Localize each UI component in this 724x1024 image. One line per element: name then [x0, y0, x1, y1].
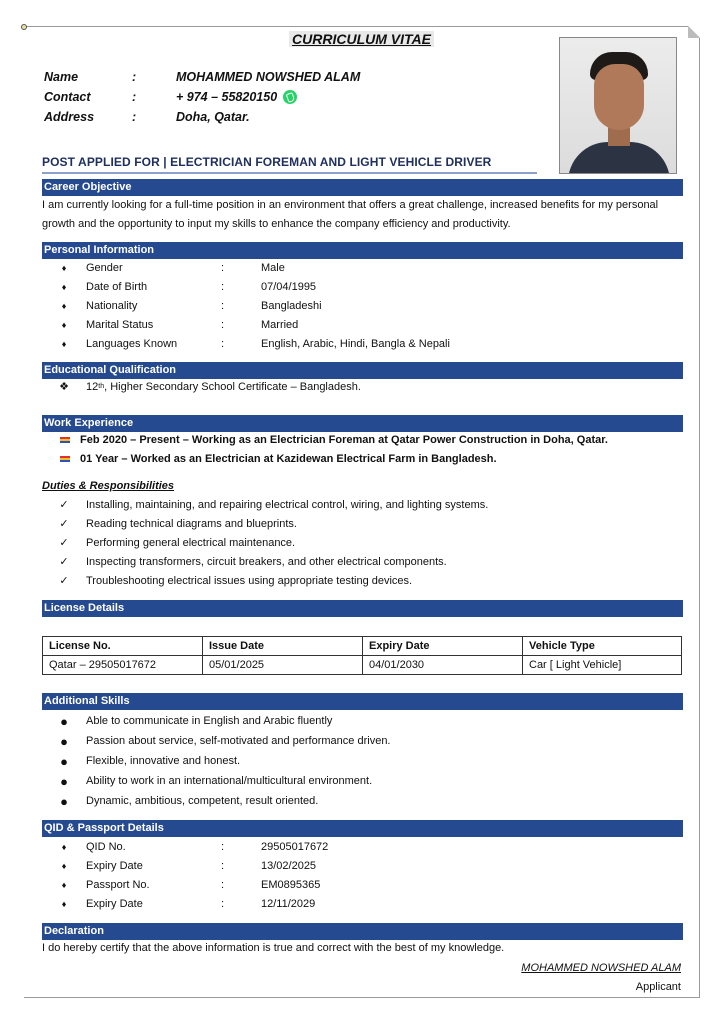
- skills-list: [42, 711, 683, 811]
- work-list: [42, 430, 683, 468]
- identity-label: Address: [44, 110, 95, 124]
- profile-photo: [559, 37, 677, 174]
- list-item: ♦ Expiry Date : 12/11/2029: [61, 897, 316, 910]
- whatsapp-icon: [283, 90, 297, 104]
- list-item: ♦ Expiry Date : 13/02/2025: [61, 859, 317, 872]
- identity-value: MOHAMMED NOWSHED ALAM: [176, 70, 361, 84]
- identity-colon: :: [132, 90, 137, 104]
- list-item: ● Ability to work in an international/multicultural environment.: [60, 773, 373, 789]
- table-cell: Qatar – 29505017672: [43, 656, 203, 675]
- list-item: ♦ Nationality : Bangladeshi: [61, 299, 322, 312]
- section-declaration: Declaration: [42, 923, 683, 940]
- section-work-experience: Work Experience: [42, 415, 683, 432]
- list-item: ● Able to communicate in English and Arabic fluently: [60, 713, 333, 729]
- table-cell: Car [ Light Vehicle]: [523, 656, 682, 675]
- signature-block: [521, 959, 681, 997]
- column-header: Issue Date: [203, 637, 363, 656]
- table-cell: 05/01/2025: [203, 656, 363, 675]
- list-item: ♦ Gender : Male: [61, 261, 285, 274]
- table-header-row: [43, 637, 682, 656]
- education-list: [42, 377, 683, 396]
- identity-colon: :: [132, 110, 137, 124]
- identity-row-name: [44, 67, 360, 87]
- identity-value: Doha, Qatar.: [176, 110, 250, 124]
- identity-label: Name: [44, 70, 79, 84]
- identity-row-address: [44, 107, 360, 127]
- check-icon: ✓: [59, 499, 69, 511]
- column-header: License No.: [43, 637, 203, 656]
- column-header: Vehicle Type: [523, 637, 682, 656]
- flag-bullet-icon: [60, 456, 70, 462]
- list-item: ❖ 12 th , Higher Secondary School Certificate – Bangladesh.: [59, 380, 361, 393]
- post-underline: [42, 172, 537, 174]
- list-item: ✓ Troubleshooting electrical issues using appropriate testing devices.: [42, 571, 683, 590]
- duties-heading: Duties & Responsibilities: [42, 480, 175, 492]
- identity-block: [44, 67, 360, 127]
- cv-page: [24, 26, 700, 998]
- list-item: 01 Year – Worked as an Electrician at Kazidewan Electrical Farm in Bangladesh.: [42, 449, 683, 468]
- section-career-objective: Career Objective: [42, 179, 683, 196]
- list-item: ♦ QID No. : 29505017672: [61, 840, 329, 853]
- list-item: ♦ Date of Birth : 07/04/1995: [61, 280, 317, 293]
- check-icon: ✓: [59, 537, 69, 549]
- applicant-name: MOHAMMED NOWSHED ALAM: [521, 962, 681, 974]
- list-item: ● Passion about service, self-motivated and performance driven.: [60, 733, 391, 749]
- declaration-text: I do hereby certify that the above information is true and correct with the best of my knowledge.: [42, 942, 505, 954]
- career-objective-text: I am currently looking for a full-time position in an environment that offers a great challenge, increased benefits for my personal growth and the opportunity to input my skills to enhance the company efficiency and productivity.: [42, 199, 659, 230]
- list-item: ♦ Languages Known : English, Arabic, Hindi, Bangla & Nepali: [61, 337, 450, 350]
- check-icon: ✓: [59, 556, 69, 568]
- post-applied: POST APPLIED FOR | ELECTRICIAN FOREMAN AND LIGHT VEHICLE DRIVER: [42, 155, 492, 169]
- column-header: Expiry Date: [363, 637, 523, 656]
- license-table: [42, 636, 682, 675]
- applicant-role: Applicant: [635, 981, 681, 993]
- list-item: Feb 2020 – Present – Working as an Electrician Foreman at Qatar Power Construction in Doha, Qatar.: [42, 430, 683, 449]
- list-item: ● Flexible, innovative and honest.: [60, 753, 241, 769]
- pin-icon: [21, 24, 27, 30]
- list-item: ♦ Passport No. : EM0895365: [61, 878, 321, 891]
- section-qid-passport: QID & Passport Details: [42, 820, 683, 837]
- qid-list: [42, 837, 683, 913]
- section-educational-qualification: Educational Qualification: [42, 362, 683, 379]
- list-item: ✓ Reading technical diagrams and blueprints.: [42, 514, 683, 533]
- list-item: ✓ Inspecting transformers, circuit breakers, and other electrical components.: [42, 552, 683, 571]
- identity-colon: :: [132, 70, 137, 84]
- table-cell: 04/01/2030: [363, 656, 523, 675]
- list-item: ✓ Performing general electrical maintenance.: [42, 533, 683, 552]
- check-icon: ✓: [59, 575, 69, 587]
- list-item: ✓ Installing, maintaining, and repairing electrical control, wiring, and lighting systems.: [42, 495, 683, 514]
- personal-list: [42, 258, 683, 353]
- section-personal-information: Personal Information: [42, 242, 683, 259]
- table-row: [43, 656, 682, 675]
- list-item: ♦ Marital Status : Married: [61, 318, 299, 331]
- identity-row-contact: [44, 87, 360, 107]
- flag-bullet-icon: [60, 437, 70, 443]
- duties-list: [42, 495, 683, 590]
- cv-title: CURRICULUM VITAE: [289, 31, 434, 47]
- section-license-details: License Details: [42, 600, 683, 617]
- list-item: ● Dynamic, ambitious, competent, result oriented.: [60, 793, 319, 809]
- identity-label: Contact: [44, 90, 91, 104]
- check-icon: ✓: [59, 518, 69, 530]
- identity-value: + 974 – 55820150: [176, 90, 278, 104]
- section-additional-skills: Additional Skills: [42, 693, 683, 710]
